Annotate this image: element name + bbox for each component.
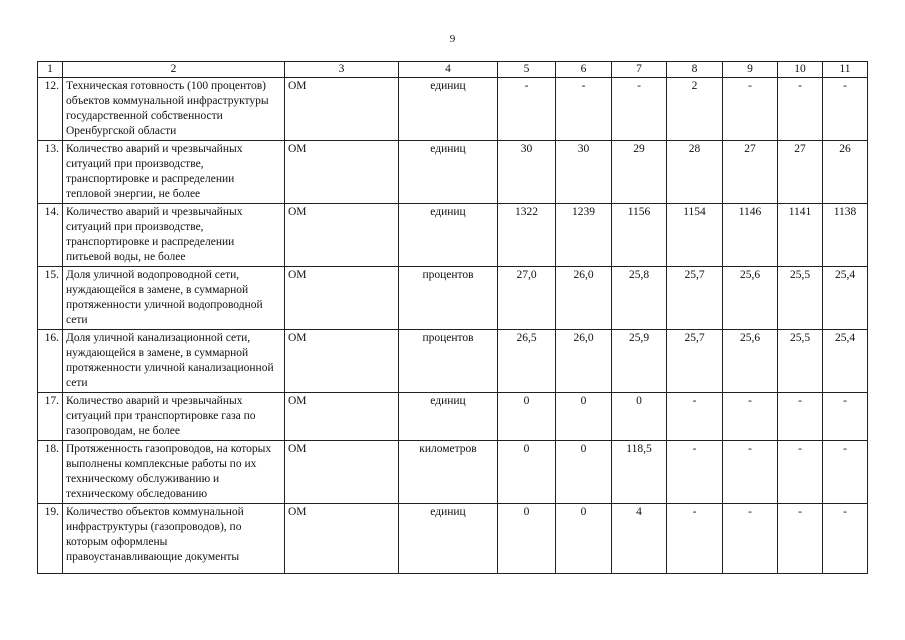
indicator-value: 25,6 bbox=[723, 267, 778, 330]
indicator-value: 25,5 bbox=[778, 330, 823, 393]
indicator-value: 0 bbox=[498, 393, 556, 441]
table-row bbox=[38, 78, 868, 141]
indicator-value: 27,0 bbox=[498, 267, 556, 330]
indicator-value: - bbox=[823, 504, 868, 574]
column-header-5: 5 bbox=[498, 62, 556, 78]
indicator-source: ОМ bbox=[285, 204, 399, 267]
indicator-value: - bbox=[723, 441, 778, 504]
indicator-value: 27 bbox=[778, 141, 823, 204]
row-number: 15. bbox=[38, 267, 63, 330]
page-number: 9 bbox=[449, 33, 456, 45]
indicator-value: 25,8 bbox=[612, 267, 667, 330]
table-header bbox=[38, 62, 868, 78]
indicator-value: 1239 bbox=[556, 204, 612, 267]
indicator-source: ОМ bbox=[285, 141, 399, 204]
header-row bbox=[38, 62, 868, 78]
indicator-value: - bbox=[556, 78, 612, 141]
row-number: 18. bbox=[38, 441, 63, 504]
indicator-value: 1138 bbox=[823, 204, 868, 267]
indicator-unit: процентов bbox=[399, 267, 498, 330]
indicator-source: ОМ bbox=[285, 267, 399, 330]
indicator-value: - bbox=[667, 393, 723, 441]
indicator-value: - bbox=[823, 78, 868, 141]
indicator-value: - bbox=[823, 393, 868, 441]
indicator-value: - bbox=[667, 504, 723, 574]
indicator-name: Доля уличной водопроводной сети, нуждающейся в замене, в суммарной протяженности уличной водопроводной сети bbox=[63, 267, 285, 330]
column-header-6: 6 bbox=[556, 62, 612, 78]
indicator-value: - bbox=[723, 78, 778, 141]
indicator-value: 30 bbox=[498, 141, 556, 204]
table-row bbox=[38, 504, 868, 574]
row-number: 14. bbox=[38, 204, 63, 267]
indicator-value: 27 bbox=[723, 141, 778, 204]
indicator-unit: километров bbox=[399, 441, 498, 504]
row-number: 12. bbox=[38, 78, 63, 141]
indicator-unit: единиц bbox=[399, 204, 498, 267]
column-header-3: 3 bbox=[285, 62, 399, 78]
indicator-value: 1322 bbox=[498, 204, 556, 267]
indicator-value: 25,7 bbox=[667, 267, 723, 330]
indicator-unit: единиц bbox=[399, 141, 498, 204]
indicator-name: Количество объектов коммунальной инфраструктуры (газопроводов), по которым оформлены правоустанавливающие документы bbox=[63, 504, 285, 574]
indicator-name: Техническая готовность (100 процентов) объектов коммунальной инфраструктуры государственной собственности Оренбургской области bbox=[63, 78, 285, 141]
indicator-value: 4 bbox=[612, 504, 667, 574]
indicator-value: - bbox=[778, 441, 823, 504]
indicator-value: 1154 bbox=[667, 204, 723, 267]
indicator-value: - bbox=[612, 78, 667, 141]
indicator-value: 25,7 bbox=[667, 330, 723, 393]
column-header-8: 8 bbox=[667, 62, 723, 78]
indicator-source: ОМ bbox=[285, 393, 399, 441]
row-number: 13. bbox=[38, 141, 63, 204]
column-header-4: 4 bbox=[399, 62, 498, 78]
indicator-name: Доля уличной канализационной сети, нуждающейся в замене, в суммарной протяженности уличной канализационной сети bbox=[63, 330, 285, 393]
indicator-value: - bbox=[723, 393, 778, 441]
indicator-unit: единиц bbox=[399, 78, 498, 141]
indicator-value: 26,5 bbox=[498, 330, 556, 393]
table-body bbox=[38, 78, 868, 574]
table-row bbox=[38, 204, 868, 267]
indicator-value: - bbox=[778, 504, 823, 574]
row-number: 19. bbox=[38, 504, 63, 574]
indicator-value: 29 bbox=[612, 141, 667, 204]
indicator-name: Количество аварий и чрезвычайных ситуаций при производстве, транспортировке и распределении питьевой воды, не более bbox=[63, 204, 285, 267]
table-row bbox=[38, 441, 868, 504]
indicator-value: 26 bbox=[823, 141, 868, 204]
indicator-source: ОМ bbox=[285, 441, 399, 504]
indicators-table bbox=[37, 61, 868, 574]
indicator-value: 0 bbox=[498, 441, 556, 504]
indicator-source: ОМ bbox=[285, 504, 399, 574]
indicator-source: ОМ bbox=[285, 330, 399, 393]
indicator-value: - bbox=[778, 393, 823, 441]
indicator-value: 25,5 bbox=[778, 267, 823, 330]
indicator-value: 25,6 bbox=[723, 330, 778, 393]
indicator-value: 1156 bbox=[612, 204, 667, 267]
indicator-source: ОМ bbox=[285, 78, 399, 141]
indicator-value: 25,4 bbox=[823, 267, 868, 330]
indicator-value: 0 bbox=[556, 441, 612, 504]
indicator-value: 25,9 bbox=[612, 330, 667, 393]
indicator-value: 0 bbox=[498, 504, 556, 574]
column-header-9: 9 bbox=[723, 62, 778, 78]
indicator-value: - bbox=[667, 441, 723, 504]
indicator-unit: единиц bbox=[399, 504, 498, 574]
indicator-name: Количество аварий и чрезвычайных ситуаций при транспортировке газа по газопроводам, не более bbox=[63, 393, 285, 441]
indicator-value: - bbox=[823, 441, 868, 504]
indicator-value: 0 bbox=[556, 393, 612, 441]
indicator-value: 1146 bbox=[723, 204, 778, 267]
indicator-unit: единиц bbox=[399, 393, 498, 441]
table-row bbox=[38, 267, 868, 330]
indicator-value: - bbox=[723, 504, 778, 574]
indicator-value: 1141 bbox=[778, 204, 823, 267]
column-header-10: 10 bbox=[778, 62, 823, 78]
indicator-value: 26,0 bbox=[556, 330, 612, 393]
table-row bbox=[38, 141, 868, 204]
indicator-value: 30 bbox=[556, 141, 612, 204]
indicator-value: 0 bbox=[612, 393, 667, 441]
column-header-1: 1 bbox=[38, 62, 63, 78]
indicator-name: Количество аварий и чрезвычайных ситуаций при производстве, транспортировке и распределении тепловой энергии, не более bbox=[63, 141, 285, 204]
indicator-value: - bbox=[778, 78, 823, 141]
column-header-2: 2 bbox=[63, 62, 285, 78]
column-header-7: 7 bbox=[612, 62, 667, 78]
indicator-value: 26,0 bbox=[556, 267, 612, 330]
row-number: 17. bbox=[38, 393, 63, 441]
indicator-value: 25,4 bbox=[823, 330, 868, 393]
indicator-value: 28 bbox=[667, 141, 723, 204]
table-row bbox=[38, 393, 868, 441]
indicator-unit: процентов bbox=[399, 330, 498, 393]
table-row bbox=[38, 330, 868, 393]
indicator-value: 118,5 bbox=[612, 441, 667, 504]
column-header-11: 11 bbox=[823, 62, 868, 78]
indicator-value: 0 bbox=[556, 504, 612, 574]
indicator-value: - bbox=[498, 78, 556, 141]
indicator-value: 2 bbox=[667, 78, 723, 141]
row-number: 16. bbox=[38, 330, 63, 393]
indicator-name: Протяженность газопроводов, на которых выполнены комплексные работы по их техническому обслуживанию и техническому обследованию bbox=[63, 441, 285, 504]
